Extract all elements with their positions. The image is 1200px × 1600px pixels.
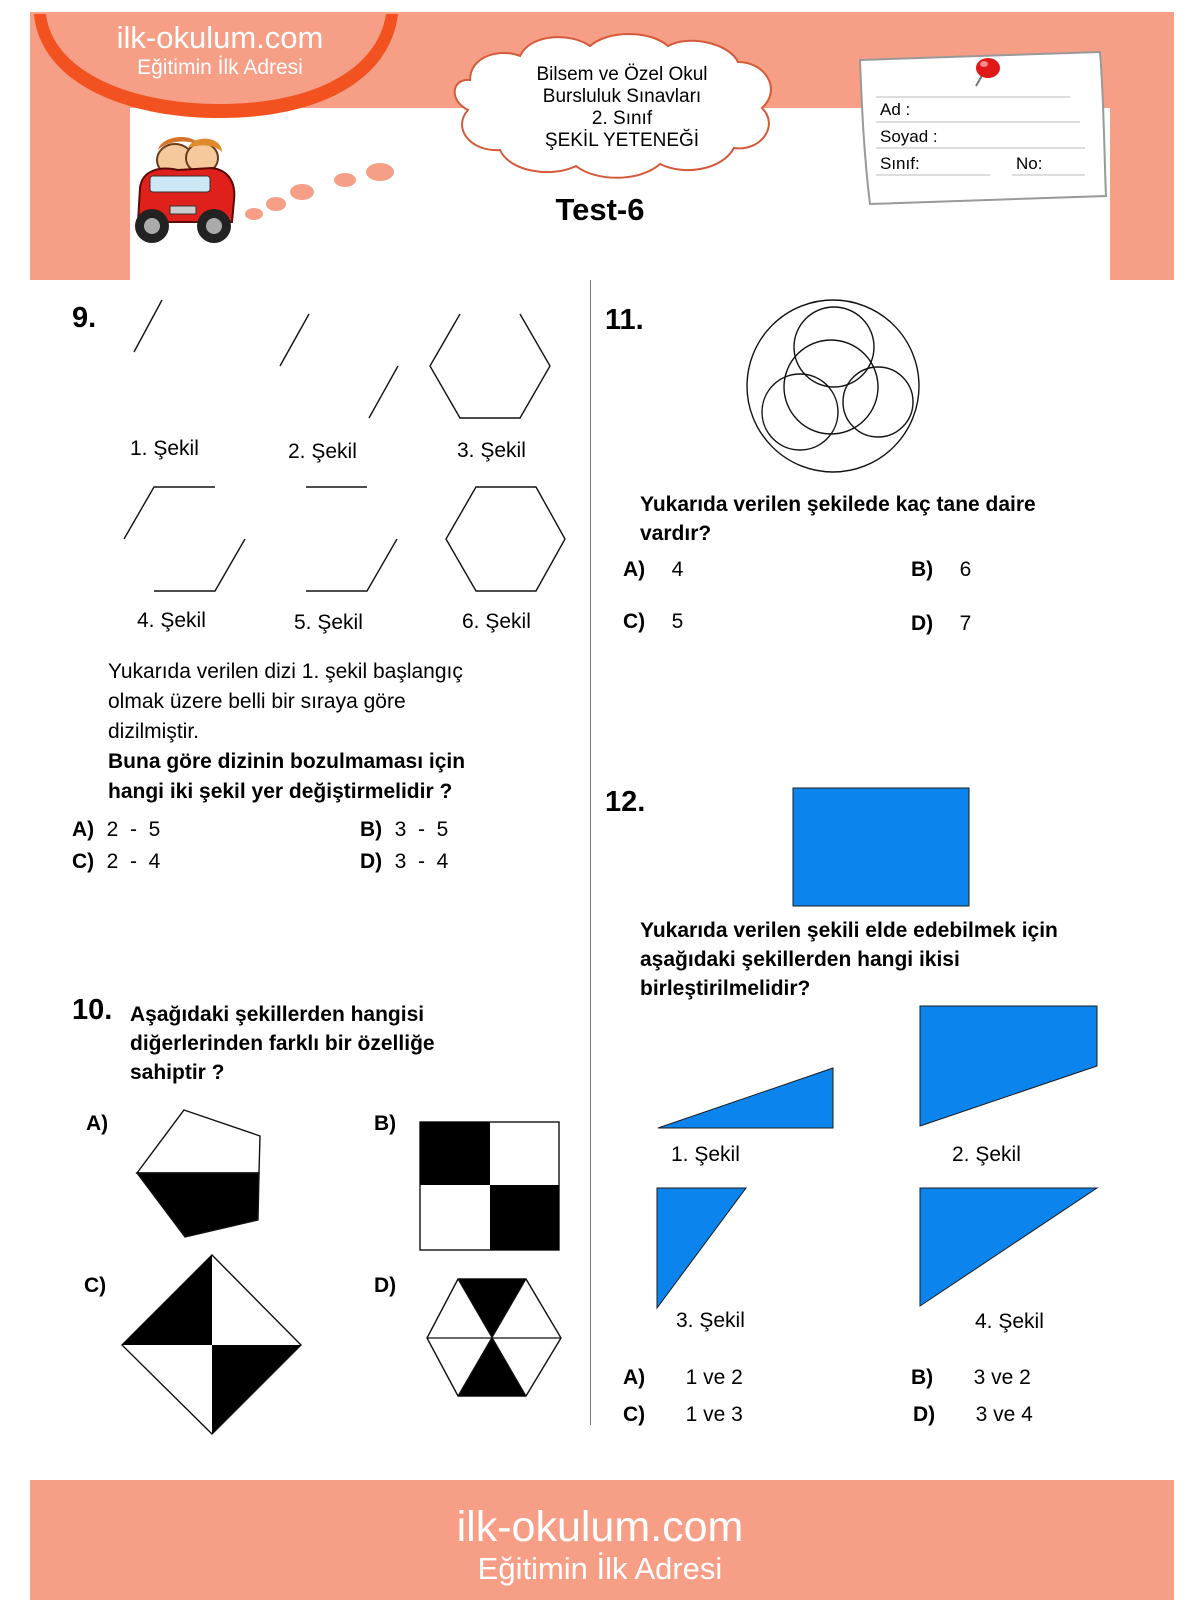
q12-option-d[interactable]: [913, 1403, 1033, 1427]
q12-figure-label: 3. Şekil: [676, 1309, 745, 1332]
option-letter: B): [911, 1366, 934, 1389]
option-letter: D): [913, 1403, 936, 1426]
option-letter: C): [623, 1403, 646, 1426]
option-value: 3 - 5: [394, 818, 449, 841]
q10-question-line: diğerlerinden farklı bir özelliğe: [130, 1032, 435, 1055]
q10-question-line: sahiptir ?: [130, 1061, 225, 1084]
test-title: Test-6: [555, 192, 645, 227]
q10-option-a[interactable]: A): [86, 1112, 109, 1135]
question-number-9: 9.: [72, 302, 97, 334]
q9-figure-label: 4. Şekil: [137, 609, 206, 632]
q9-option-d[interactable]: [360, 850, 448, 874]
q9-figure-2-edge: [280, 314, 309, 366]
q10-question: [130, 1000, 580, 1087]
bubble-dot: [290, 184, 314, 200]
cartoon-car-icon: [135, 137, 234, 243]
bubble-dot: [366, 163, 394, 181]
q9-figure-label: 1. Şekil: [130, 437, 199, 460]
option-letter: C): [623, 610, 646, 633]
q12-figure-2-shape: [920, 1006, 1097, 1126]
q11-option-a[interactable]: [623, 558, 683, 582]
option-value: 2 - 4: [106, 850, 161, 873]
q12-figure-label: 1. Şekil: [671, 1143, 740, 1166]
q9-figure-label: 5. Şekil: [294, 611, 363, 634]
q12-figure-label: 4. Şekil: [975, 1310, 1044, 1333]
question-number-11: 11.: [605, 304, 644, 336]
q10-figure-c: [122, 1255, 301, 1434]
option-value: 1 ve 2: [685, 1366, 743, 1389]
q9-text-line: Yukarıda verilen dizi 1. şekil başlangıç: [108, 660, 463, 683]
question-number-10: 10.: [72, 994, 113, 1026]
form-label-sinif: Sınıf:: [880, 154, 920, 173]
option-value: 1 ve 3: [685, 1403, 743, 1426]
option-letter: C): [72, 850, 95, 873]
q10-option-b[interactable]: B): [374, 1112, 397, 1135]
q12-figure-1-shape: [658, 1068, 833, 1128]
q11-circles-figure: [600, 290, 1180, 490]
exam-title: [498, 64, 746, 152]
q11-question-line: vardır?: [640, 522, 712, 545]
exam-title-line: 2. Sınıf: [591, 108, 653, 129]
q10-figure-d: [427, 1279, 561, 1396]
q11-option-d[interactable]: [911, 612, 971, 636]
q12-figure-3-shape: [657, 1188, 746, 1308]
form-label-soyad: Soyad :: [880, 127, 938, 146]
bubble-dot: [266, 197, 286, 211]
q12-option-b[interactable]: [911, 1366, 1031, 1390]
option-value: 5: [671, 610, 684, 633]
q9-figure-3-shape: [430, 314, 550, 418]
q9-text: [108, 657, 578, 807]
option-value: 3 - 4: [394, 850, 449, 873]
exam-title-line: Bursluluk Sınavları: [542, 86, 702, 107]
q9-text-line: dizilmiştir.: [108, 720, 200, 743]
q12-figure-4-shape: [920, 1188, 1097, 1306]
option-letter: D): [911, 612, 934, 635]
column-divider: [590, 280, 591, 1425]
q9-figure-label: 3. Şekil: [457, 439, 526, 462]
q9-question-line: Buna göre dizinin bozulmaması için: [108, 750, 466, 773]
q9-figure-5-shape: [306, 539, 397, 591]
q9-text-line: olmak üzere belli bir sıraya göre: [108, 690, 406, 713]
exam-title-line: ŞEKİL YETENEĞİ: [544, 130, 700, 151]
q10-option-c[interactable]: C): [84, 1274, 107, 1297]
q10-option-d[interactable]: D): [374, 1274, 397, 1297]
q10-figure-a: [137, 1110, 260, 1237]
q9-option-b[interactable]: [360, 818, 448, 842]
q9-figure-2-edge: [369, 366, 398, 418]
q11-circle: [762, 374, 838, 450]
q9-option-c[interactable]: [72, 850, 160, 874]
option-value: 3 ve 2: [973, 1366, 1031, 1389]
option-letter: A): [623, 558, 646, 581]
site-slogan: Eğitimin İlk Adresi: [137, 56, 303, 79]
q10-question-line: Aşağıdaki şekillerden hangisi: [130, 1003, 425, 1026]
option-value: 6: [959, 558, 972, 581]
option-letter: D): [360, 850, 383, 873]
site-name: ilk-okulum.com: [116, 20, 324, 55]
q12-target-rectangle: [793, 788, 969, 906]
bubble-dot: [334, 173, 356, 187]
q12-question-line: aşağıdaki şekillerden hangi ikisi: [640, 948, 960, 971]
option-letter: A): [72, 818, 95, 841]
option-value: 7: [959, 612, 972, 635]
q11-option-b[interactable]: [911, 558, 971, 582]
exam-title-line: Bilsem ve Özel Okul: [536, 64, 708, 85]
q10-figure-b: [420, 1122, 559, 1250]
q9-figure-4-shape: [124, 487, 215, 539]
footer-slogan: Eğitimin İlk Adresi: [477, 1551, 723, 1586]
q9-figure-label: 2. Şekil: [288, 440, 357, 463]
q9-option-a[interactable]: [72, 818, 160, 842]
form-label-ad: Ad :: [880, 100, 911, 119]
option-value: 3 ve 4: [975, 1403, 1033, 1426]
q11-option-c[interactable]: [623, 610, 683, 634]
q11-question: [640, 490, 1140, 548]
footer-site-name: ilk-okulum.com: [456, 1503, 744, 1551]
q10-figures: [0, 1100, 590, 1445]
q12-option-a[interactable]: [623, 1366, 743, 1390]
q12-figure-label: 2. Şekil: [952, 1143, 1021, 1166]
q12-question: [640, 916, 1140, 1003]
bubble-dot: [245, 208, 263, 220]
q9-figure-1-edge: [134, 300, 162, 352]
option-value: 2 - 5: [106, 818, 161, 841]
option-value: 4: [671, 558, 684, 581]
q9-figure-4-shape: [154, 539, 245, 591]
form-label-no: No:: [1016, 154, 1043, 173]
q11-question-line: Yukarıda verilen şekilede kaç tane daire: [640, 493, 1036, 516]
q12-question-line: birleştirilmelidir?: [640, 977, 811, 1000]
question-number-12: 12.: [605, 786, 646, 818]
option-letter: A): [623, 1366, 646, 1389]
q9-figure-label: 6. Şekil: [462, 610, 531, 633]
q9-figure-6-shape: [446, 487, 565, 591]
q12-option-c[interactable]: [623, 1403, 743, 1427]
option-letter: B): [911, 558, 934, 581]
option-letter: B): [360, 818, 383, 841]
q12-figures: [600, 780, 1160, 1340]
q11-circle: [843, 367, 913, 437]
q9-question-line: hangi iki şekil yer değiştirmelidir ?: [108, 780, 453, 803]
q12-question-line: Yukarıda verilen şekili elde edebilmek için: [640, 919, 1058, 942]
